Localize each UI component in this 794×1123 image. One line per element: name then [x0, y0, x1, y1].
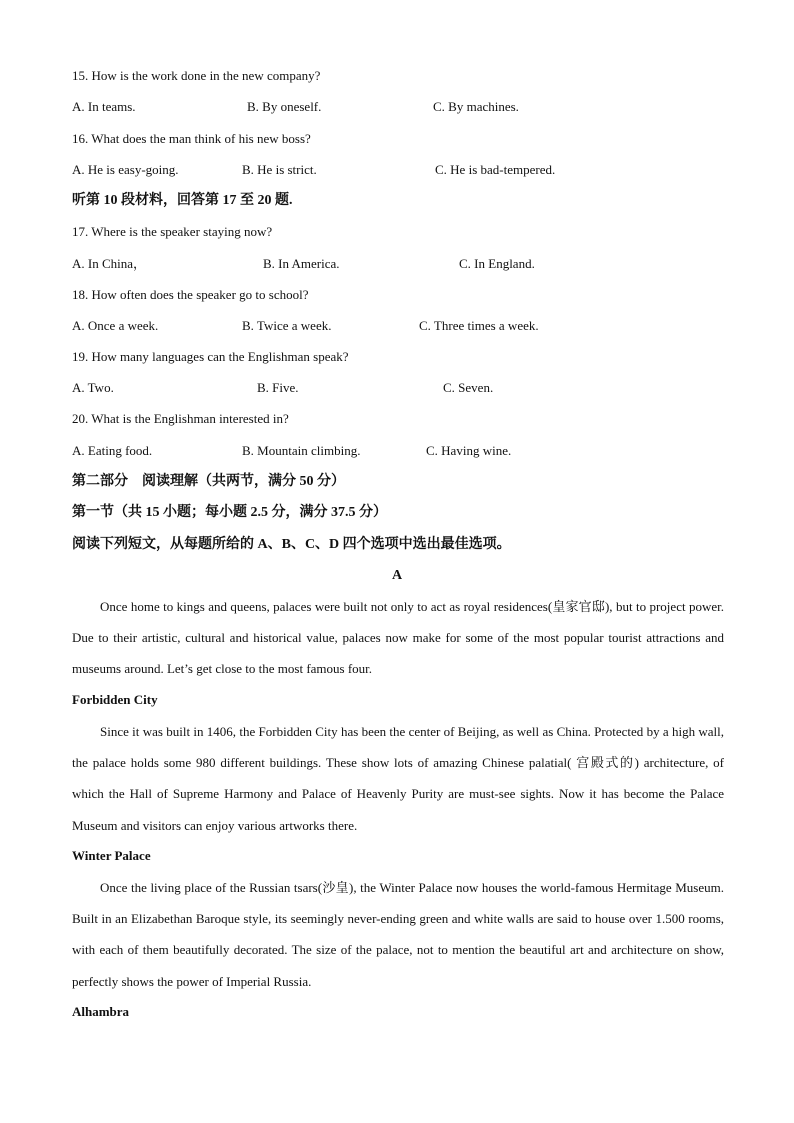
- option-a: A. Two.: [72, 380, 114, 395]
- question-17: 17. Where is the speaker staying now?: [72, 224, 273, 239]
- option-b: B. Twice a week.: [242, 318, 332, 333]
- section-10-instruction: 听第 10 段材料，回答第 17 至 20 题.: [72, 193, 293, 208]
- option-b: B. In America.: [263, 256, 340, 271]
- heading-alhambra: Alhambra: [72, 1004, 130, 1019]
- heading-forbidden-city: Forbidden City: [72, 692, 158, 707]
- part-two-title: 第二部分 阅读理解（共两节，满分 50 分）: [72, 474, 345, 489]
- option-c: C. He is bad-tempered.: [435, 162, 556, 177]
- paragraph-winter-palace: [72, 872, 724, 997]
- passage-intro: [72, 591, 724, 685]
- option-c: C. Three times a week.: [419, 318, 539, 333]
- option-c: C. By machines.: [433, 99, 519, 114]
- option-a: A. He is easy-going.: [72, 162, 179, 177]
- option-b: B. Five.: [257, 380, 299, 395]
- question-16: 16. What does the man think of his new boss?: [72, 131, 311, 146]
- question-18: 18. How often does the speaker go to school?: [72, 287, 309, 302]
- paragraph-forbidden-city: [72, 716, 724, 841]
- question-15: 15. How is the work done in the new company?: [72, 68, 321, 83]
- winter-palace-text: Once the living place of the Russian tsars(沙皇), the Winter Palace now houses the world-famous Hermitage Museum. Built in an Elizabethan Baroque style, its seemingly never-ending green and white walls are said to house over 1.500 rooms, with each of them beautifully decorated. The size of the palace, not to mention the beautiful art and architecture on show, perfectly shows the power of Imperial Russia.: [72, 880, 724, 989]
- option-b: B. Mountain climbing.: [242, 443, 361, 458]
- option-a: A. In China，: [72, 256, 147, 271]
- option-a: A. Once a week.: [72, 318, 159, 333]
- option-c: C. Having wine.: [426, 443, 512, 458]
- intro-text: Once home to kings and queens, palaces were built not only to act as royal residences(皇家官邸), but to project power. Due to their artistic, cultural and historical value, palaces now make for some of the most popular tourist attractions and museums around. Let’s get close to the most famous four.: [72, 599, 724, 677]
- question-19: 19. How many languages can the Englishman speak?: [72, 349, 349, 364]
- forbidden-city-text: Since it was built in 1406, the Forbidden City has been the center of Beijing, as well as China. Protected by a high wall, the palace holds some 980 different buildings. These show lots of amazing Chinese palatial( 宫殿式的) architecture, of which the Hall of Supreme Harmony and Palace of Heavenly Purity are must-see sights. Now it has become the Palace Museum and visitors can enjoy various artworks there.: [72, 724, 724, 833]
- option-c: C. In England.: [459, 256, 535, 271]
- option-b: B. He is strict.: [242, 162, 317, 177]
- heading-winter-palace: Winter Palace: [72, 848, 151, 863]
- option-a: A. Eating food.: [72, 443, 153, 458]
- section-one-title: 第一节（共 15 小题；每小题 2.5 分，满分 37.5 分）: [72, 505, 387, 520]
- question-20: 20. What is the Englishman interested in?: [72, 411, 289, 426]
- option-b: B. By oneself.: [247, 99, 322, 114]
- reading-instruction: 阅读下列短文，从每题所给的 A、B、C、D 四个选项中选出最佳选项。: [72, 537, 511, 552]
- option-c: C. Seven.: [443, 380, 494, 395]
- passage-label: A: [391, 568, 403, 583]
- option-a: A. In teams.: [72, 99, 136, 114]
